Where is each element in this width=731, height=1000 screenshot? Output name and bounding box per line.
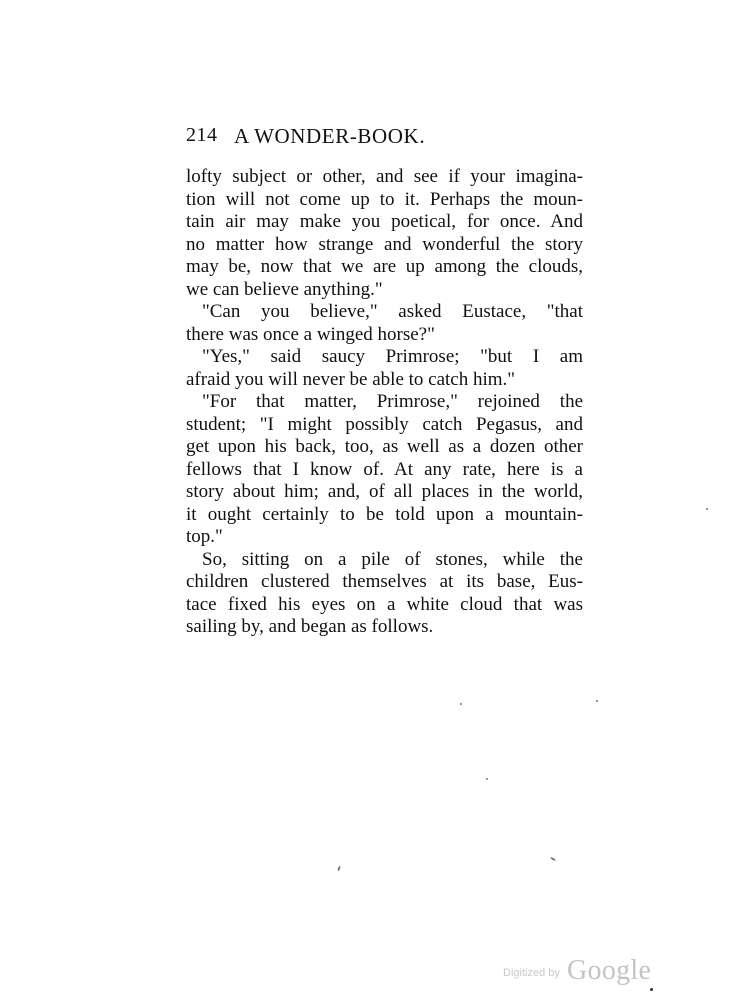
running-title: A WONDER-BOOK. (234, 124, 426, 148)
text-line: there was once a winged horse?" (186, 323, 435, 345)
text-line: story about him; and, of all places in the world, (186, 481, 583, 502)
text-line: no matter how strange and wonderful the story (186, 233, 583, 255)
text-line: lofty subject or other, and see if your imagina- (186, 166, 583, 187)
text-line: we can believe anything." (186, 278, 383, 300)
scan-speck (596, 700, 598, 702)
scan-speck (460, 703, 462, 705)
google-logo: Google (567, 955, 652, 986)
digitized-by-google-watermark (503, 955, 663, 987)
text-line: student; "I might possibly catch Pegasus, and (186, 413, 583, 435)
text-line: sailing by, and began as follows. (186, 616, 434, 637)
scan-speck (337, 866, 341, 871)
running-head (186, 124, 586, 154)
text-line: tace fixed his eyes on a white cloud that was (186, 593, 583, 615)
text-line: children clustered themselves at its base, Eus- (186, 571, 583, 592)
text-line: tion will not come up to it. Perhaps the moun- (186, 188, 583, 210)
body-text (186, 166, 583, 639)
scan-speck (486, 778, 488, 780)
text-line: get upon his back, too, as well as a dozen other (186, 436, 583, 457)
text-line: tain air may make you poetical, for once. And (186, 211, 583, 232)
text-line: top." (186, 526, 223, 547)
watermark-prefix: Digitized by (503, 967, 560, 979)
text-line: "For that matter, Primrose," rejoined the (202, 391, 583, 412)
text-line: fellows that I know of. At any rate, here is a (186, 458, 583, 480)
page-number: 214 (186, 124, 218, 146)
scan-speck (706, 508, 708, 510)
text-line: "Can you believe," asked Eustace, "that (202, 301, 583, 322)
text-line: may be, now that we are up among the clouds, (186, 256, 583, 277)
text-line: it ought certainly to be told upon a mountain- (186, 503, 583, 525)
scan-speck (650, 988, 653, 991)
text-line: "Yes," said saucy Primrose; "but I am (202, 346, 583, 367)
scan-speck (550, 857, 556, 862)
text-line: afraid you will never be able to catch him." (186, 368, 516, 390)
text-line: So, sitting on a pile of stones, while the (202, 548, 583, 570)
